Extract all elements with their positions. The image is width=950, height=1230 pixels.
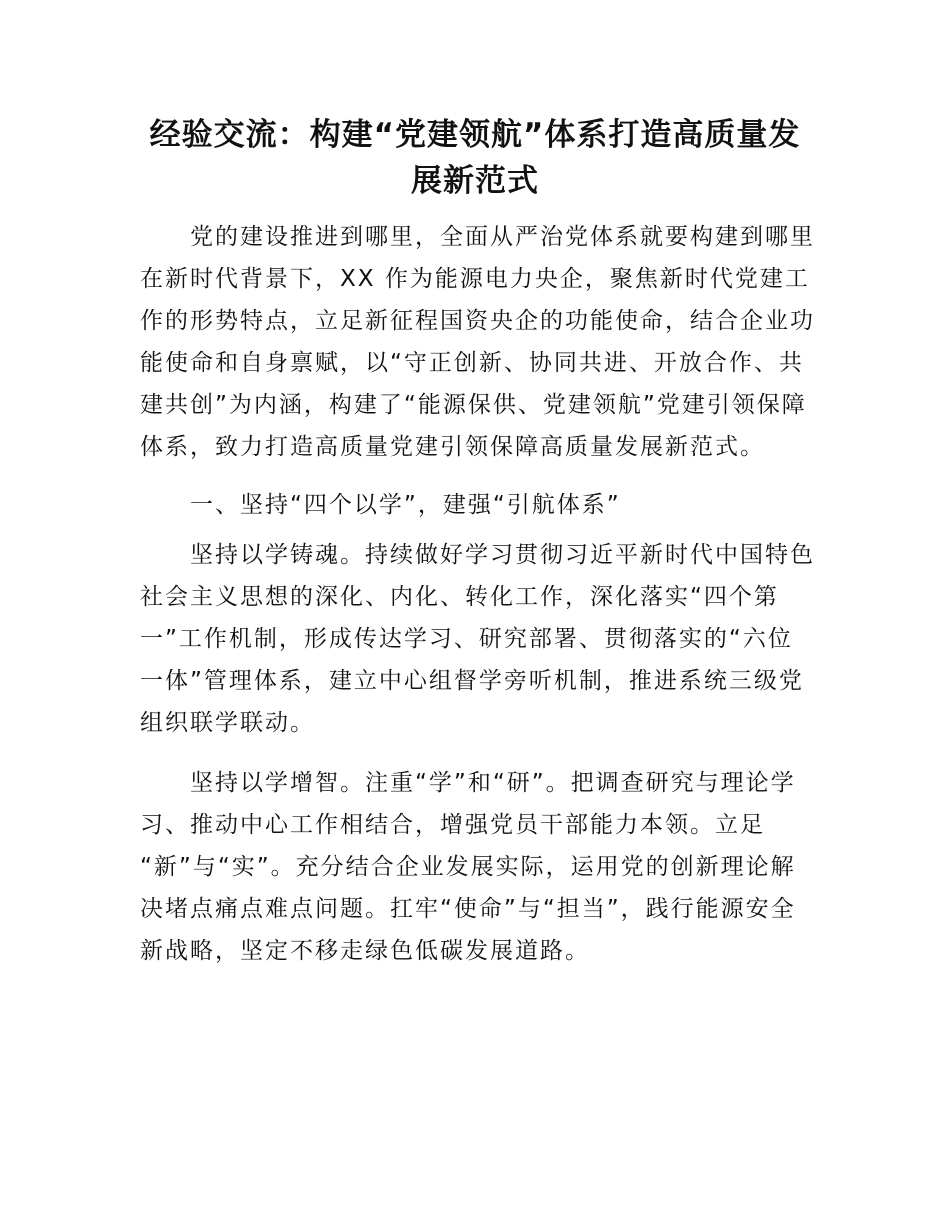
text-line: 一、坚持“四个以学”，建强“引航体系” [140, 492, 621, 518]
section-heading [140, 484, 812, 526]
text-line: 一体”管理体系，建立中心组督学旁听机制，推进系统三级党 [140, 668, 804, 694]
text-line: “新”与“实”。充分结合企业发展实际，运用党的创新理论解 [140, 854, 796, 880]
title-line: 经验交流：构建“党建领航”体系打造高质量发 [149, 117, 801, 153]
title-line: 展新范式 [411, 163, 539, 199]
text-line: 社会主义思想的深化、内化、转化工作，深化落实“四个第 [140, 584, 779, 610]
text-line: 坚持以学增智。注重“学”和“研”。把调查研究与理论学 [140, 770, 796, 796]
text-line: 作的形势特点，立足新征程国资央企的功能使命，结合企业功 [140, 308, 815, 334]
text-line: 体系，致力打造高质量党建引领保障高质量发展新范式。 [140, 434, 765, 460]
text-line: 习、推动中心工作相结合，增强党员干部能力本领。立足 [140, 812, 765, 838]
text-line: 党的建设推进到哪里，全面从严治党体系就要构建到哪里 [140, 224, 815, 250]
text-line: 建共创”为内涵，构建了“能源保供、党建领航”党建引领保障 [140, 392, 807, 418]
text-line: 在新时代背景下，XX 作为能源电力央企，聚焦新时代党建工 [140, 266, 810, 292]
body-paragraph [140, 534, 815, 744]
text-line: 坚持以学铸魂。持续做好学习贯彻习近平新时代中国特色 [140, 542, 815, 568]
text-line: 新战略，坚定不移走绿色低碳发展道路。 [140, 938, 590, 964]
text-line: 决堵点痛点难点问题。扛牢“使命”与“担当”，践行能源安全 [140, 896, 796, 922]
text-line: 一”工作机制，形成传达学习、研究部署、贯彻落实的“六位 [140, 626, 793, 652]
text-line: 组织联学联动。 [140, 710, 315, 736]
intro-paragraph [140, 216, 815, 468]
body-paragraph [140, 762, 812, 972]
text-line: 能使命和自身禀赋，以“守正创新、协同共进、开放合作、共 [140, 350, 804, 376]
document-title [130, 112, 820, 204]
